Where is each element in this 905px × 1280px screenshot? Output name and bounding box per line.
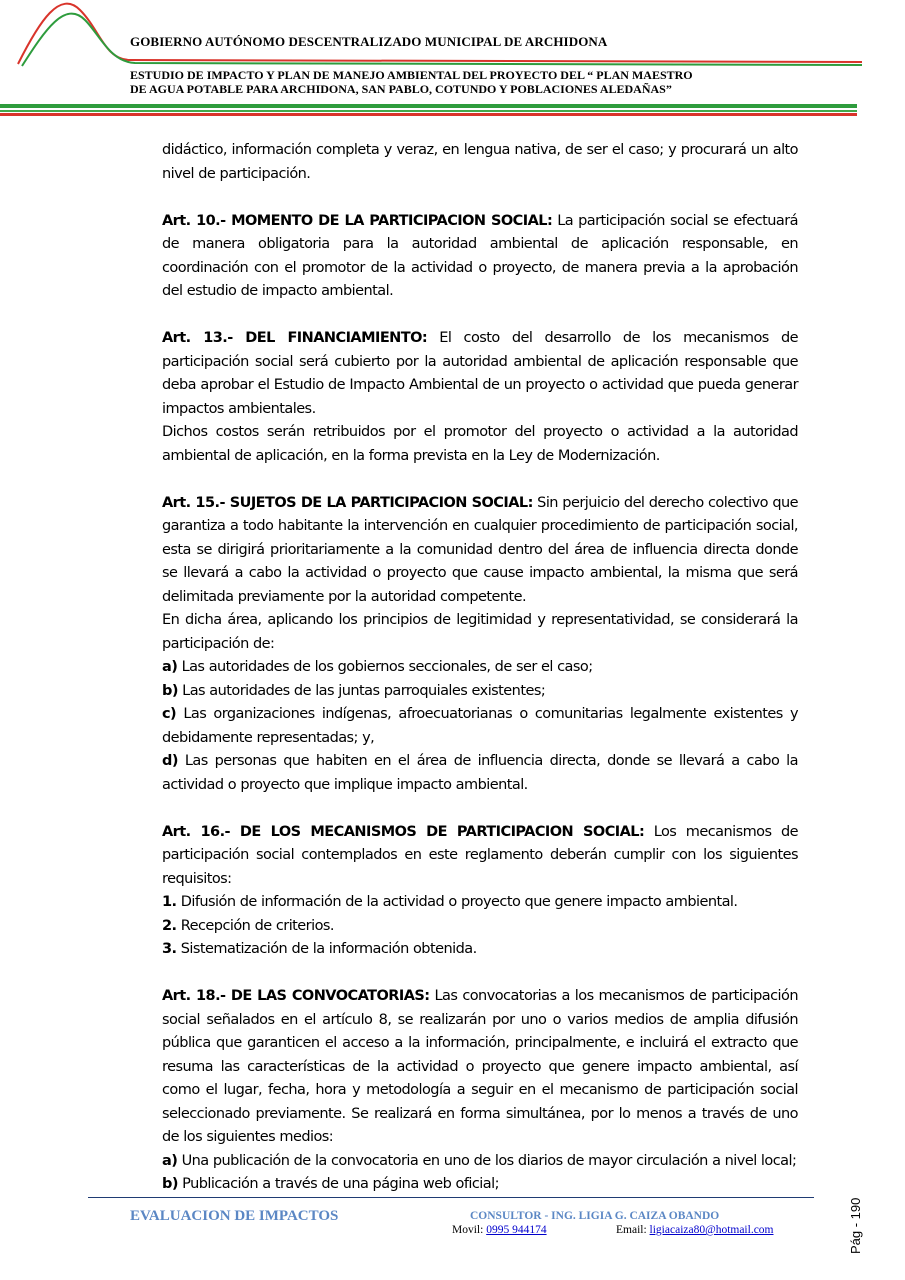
- page-number: Pág - 190: [848, 1197, 863, 1254]
- art10-paragraph: [162, 210, 798, 304]
- art15-paragraph: [162, 492, 798, 610]
- art10-text: La participación social se efectuará de manera obligatoria para la autoridad ambiental de aplicación responsable, en coordinación con el promotor de la actividad o proyecto, de manera previa a la aprobación del estudio de impacto ambiental.: [162, 212, 799, 299]
- art18-text: Las convocatorias a los mecanismos de participación social señalados en el artículo 8, se realizarán por uno o varios medios de amplia difusión pública que garanticen el acceso a la información, principalmente, e incluirá el extracto que resuma las características de la actividad o proyecto que genere impacto ambiental, así como el lugar, fecha, hora y metodología a seguir en el mecanismo de participación social seleccionado previamente. Se realizará en forma simultánea, por lo menos a través de uno de los siguientes medios:: [162, 988, 798, 1145]
- list-item: [162, 656, 798, 680]
- list-item: [162, 891, 798, 915]
- list-item-key: a): [162, 659, 178, 675]
- header-band-red: [0, 113, 857, 116]
- header-study-line-1: ESTUDIO DE IMPACTO Y PLAN DE MANEJO AMBIENTAL DEL PROYECTO DEL “ PLAN MAESTRO: [130, 68, 693, 82]
- art13-paragraph: [162, 327, 798, 421]
- list-item: [162, 1150, 798, 1174]
- list-item-text: Una publicación de la convocatoria en uno de los diarios de mayor circulación a nivel local;: [177, 1152, 797, 1169]
- list-item-key: b): [162, 1176, 178, 1192]
- footer-divider: [88, 1197, 814, 1198]
- list-item: [162, 750, 798, 797]
- header-study-line-2: DE AGUA POTABLE PARA ARCHIDONA, SAN PABLO, COTUNDO Y POBLACIONES ALEDAÑAS”: [130, 82, 672, 96]
- header-study-title: [130, 68, 830, 96]
- list-item-text: Las organizaciones indígenas, afroecuatorianas o comunitarias legalmente existentes y debidamente representadas; y,: [162, 706, 798, 746]
- footer-contact: [452, 1224, 792, 1236]
- art13-paragraph-2: Dichos costos serán retribuidos por el promotor del proyecto o actividad a la autoridad ambiental de aplicación, en la forma prevista en la Ley de Modernización.: [162, 424, 798, 464]
- intro-paragraph: didáctico, información completa y veraz, en lengua nativa, de ser el caso; y procurará un alto nivel de participación.: [162, 142, 798, 182]
- list-item-key: b): [162, 682, 178, 699]
- list-item-key: 3.: [162, 941, 177, 957]
- header-band-green-thin: [0, 110, 857, 112]
- footer-movil-label: Movil:: [452, 1224, 487, 1236]
- art18-title: Art. 18.- DE LAS CONVOCATORIAS:: [162, 988, 430, 1004]
- footer-email-link[interactable]: ligiacaiza80@hotmail.com: [649, 1224, 774, 1236]
- header-organization: GOBIERNO AUTÓNOMO DESCENTRALIZADO MUNICIPAL DE ARCHIDONA: [130, 34, 608, 49]
- list-item: [162, 915, 798, 939]
- art15-paragraph-2: En dicha área, aplicando los principios de legitimidad y representatividad, se considerará la participación de:: [162, 612, 798, 652]
- footer-movil-link[interactable]: 0995 944174: [486, 1224, 547, 1236]
- list-item-text: Las autoridades de los gobiernos seccionales, de ser el caso;: [177, 659, 593, 675]
- art16-text: Los mecanismos de participación social contemplados en este reglamento deberán cumplir con los siguientes requisitos:: [162, 823, 798, 887]
- document-body: [162, 139, 798, 1197]
- list-item: [162, 1173, 798, 1197]
- list-item: [162, 680, 798, 704]
- list-item-key: d): [162, 753, 178, 769]
- art13-text: El costo del desarrollo de los mecanismos de participación social será cubierto por la autoridad ambiental de aplicación responsable que deba aprobar el Estudio de Impacto Ambiental de un proyecto o actividad que pueda generar impactos ambientales.: [162, 330, 798, 417]
- list-item-text: Sistematización de la información obtenida.: [176, 941, 477, 957]
- list-item-key: c): [162, 706, 177, 722]
- list-item-text: Recepción de criterios.: [176, 917, 334, 934]
- footer-consultant: CONSULTOR - ING. LIGIA G. CAIZA OBANDO: [470, 1210, 720, 1222]
- art13-title: Art. 13.- DEL FINANCIAMIENTO:: [162, 330, 428, 346]
- list-item: [162, 703, 798, 750]
- art15-title: Art. 15.- SUJETOS DE LA PARTICIPACION SOCIAL:: [162, 494, 533, 511]
- art18-paragraph: [162, 985, 798, 1150]
- art15-text: Sin perjuicio del derecho colectivo que garantiza a todo habitante la intervención en cualquier procedimiento de participación social, esta se dirigirá prioritariamente a la comunidad dentro del área de influencia directa donde se llevará a cabo la actividad o proyecto que cause impacto ambiental, la misma que será delimitada previamente por la autoridad competente.: [162, 494, 798, 605]
- list-item-text: Las autoridades de las juntas parroquiales existentes;: [177, 682, 546, 699]
- footer-section-title: EVALUACION DE IMPACTOS: [130, 1208, 339, 1224]
- art16-title: Art. 16.- DE LOS MECANISMOS DE PARTICIPACION SOCIAL:: [162, 823, 645, 840]
- list-item-text: Publicación a través de una página web oficial;: [177, 1176, 499, 1192]
- list-item-key: 2.: [162, 917, 177, 934]
- list-item-key: 1.: [162, 894, 177, 910]
- list-item-key: a): [162, 1152, 178, 1169]
- list-item-text: Difusión de información de la actividad o proyecto que genere impacto ambiental.: [176, 894, 738, 910]
- art16-paragraph: [162, 821, 798, 892]
- art10-title: Art. 10.- MOMENTO DE LA PARTICIPACION SOCIAL:: [162, 212, 553, 229]
- list-item-text: Las personas que habiten en el área de influencia directa, donde se llevará a cabo la actividad o proyecto que implique impacto ambiental.: [162, 753, 798, 793]
- footer-email-label: Email:: [616, 1224, 650, 1236]
- list-item: [162, 938, 798, 962]
